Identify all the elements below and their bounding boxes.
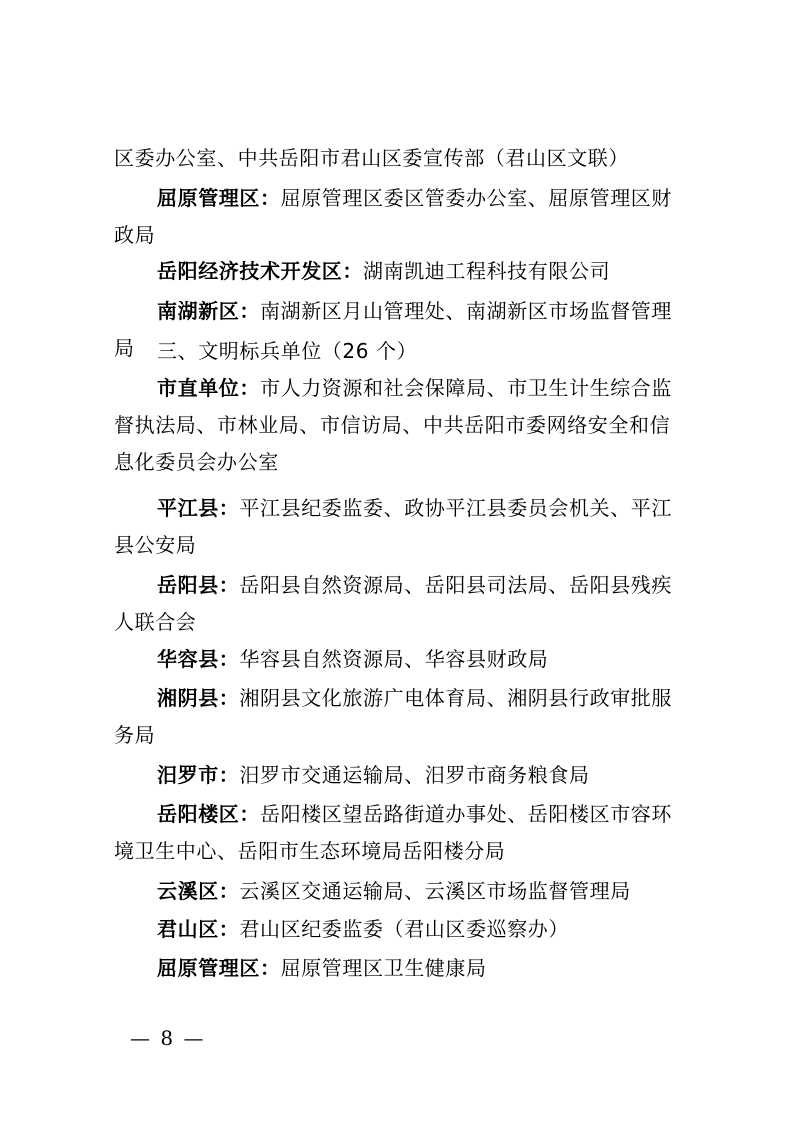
paragraph-yueyanglou (114, 796, 684, 870)
paragraph-text: 南湖新区月山管理处、南湖新区市场监督管理局 (114, 299, 672, 360)
page-number: — 8 — (130, 1026, 206, 1050)
paragraph-quyuan (114, 180, 684, 254)
district-label: 湘阴县： (157, 686, 240, 710)
paragraph-text: 屈原管理区卫生健康局 (280, 956, 487, 980)
section-heading (114, 333, 684, 370)
paragraph-huarong (114, 641, 684, 678)
paragraph-text: 云溪区交通运输局、云溪区市场监督管理局 (239, 879, 631, 903)
paragraph-text: 湘阴县文化旅游广电体育局、湘阴县行政审批服务局 (114, 686, 673, 747)
paragraph-text: 君山区纪委监委（君山区委巡察办） (239, 917, 570, 941)
paragraph-yueyang-county (114, 567, 684, 641)
paragraph-quyuan-2 (114, 950, 684, 987)
section-heading-text: 三、文明标兵单位（26 个） (157, 339, 418, 363)
district-label: 云溪区： (157, 879, 240, 903)
district-label: 屈原管理区： (157, 186, 281, 210)
district-label: 华容县： (157, 647, 240, 671)
paragraph-text: 华容县自然资源局、华容县财政局 (239, 647, 549, 671)
district-label: 南湖新区： (157, 299, 260, 323)
paragraph-junshan (114, 911, 684, 948)
paragraph-continuation (114, 140, 684, 177)
district-label: 平江县： (157, 496, 240, 520)
paragraph-text: 屈原管理区委区管委办公室、屈原管理区财政局 (114, 186, 673, 247)
district-label: 君山区： (157, 917, 240, 941)
paragraph-text: 区委办公室、中共岳阳市君山区委宣传部（君山区文联） (114, 146, 629, 170)
district-label: 屈原管理区： (157, 956, 281, 980)
paragraph-text: 市人力资源和社会保障局、市卫生计生综合监督执法局、市林业局、市信访局、中共岳阳市委网络安全和信息化委员会办公室 (114, 376, 672, 474)
paragraph-miluo (114, 757, 684, 794)
paragraph-text: 岳阳楼区望岳路街道办事处、岳阳楼区市容环境卫生中心、岳阳市生态环境局岳阳楼分局 (114, 802, 672, 863)
district-label: 岳阳县： (157, 573, 240, 597)
paragraph-xiangyin (114, 680, 684, 754)
district-label: 汨罗市： (157, 763, 240, 787)
district-label: 岳阳经济技术开发区： (157, 259, 363, 283)
paragraph-city-units (114, 370, 684, 481)
paragraph-pingjiang (114, 490, 684, 564)
paragraph-text: 湖南凯迪工程科技有限公司 (363, 259, 611, 283)
paragraph-yunxi (114, 873, 684, 910)
paragraph-text: 汨罗市交通运输局、汨罗市商务粮食局 (239, 763, 590, 787)
paragraph-econ-dev-zone (114, 253, 684, 290)
district-label: 岳阳楼区： (157, 802, 260, 826)
paragraph-text: 平江县纪委监委、政协平江县委员会机关、平江县公安局 (114, 496, 673, 557)
district-label: 市直单位： (157, 376, 260, 400)
paragraph-text: 岳阳县自然资源局、岳阳县司法局、岳阳县残疾人联合会 (114, 573, 673, 634)
